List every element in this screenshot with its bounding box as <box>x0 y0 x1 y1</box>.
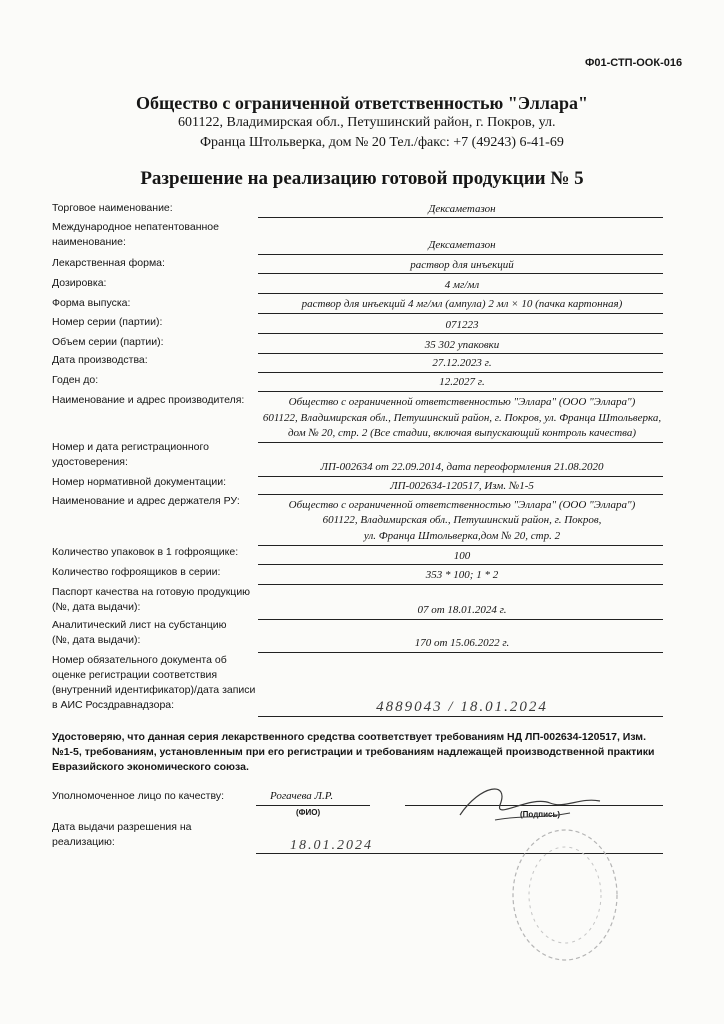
field-label: Паспорт качества на готовую продукцию (№, дата выдачи): <box>52 586 251 613</box>
field-label: Наименование и адрес держателя РУ: <box>52 495 240 507</box>
field-label: Дата производства: <box>52 354 148 366</box>
compliance-statement: Удостоверяю, что данная серия лекарственного средства соответствует требованиям НД ЛП-002634-120517, Изм. №1-5, требованиям, установленным при его регистрации и требованиям надлежащей производственной практики Евразийского экономического союза. <box>52 731 655 773</box>
field-label: Номер обязательного документа об оценке регистрации соответствия (внутренний идентификатор)/дата записи в АИС Росздравнадзора: <box>52 654 256 711</box>
field-value: 12.2027 г. <box>439 376 485 388</box>
field-value: раствор для инъекций 4 мг/мл (ампула) 2 мл × 10 (пачка картонная) <box>301 298 623 310</box>
fio-caption: (ФИО) <box>296 808 321 817</box>
field-label: Лекарственная форма: <box>52 257 165 269</box>
field-value: 170 от 15.06.2022 г. <box>414 637 510 649</box>
field-value: 4 мг/мл <box>444 279 480 291</box>
issue-date-label: Дата выдачи разрешения на реализацию: <box>52 821 192 848</box>
form-code: Ф01-СТП-ООК-016 <box>585 57 683 69</box>
authorized-person-name: Рогачева Л.Р. <box>270 790 334 802</box>
field-value: ЛП-002634 от 22.09.2014, дата переоформления 21.08.2020 <box>320 461 604 473</box>
org-address-line2: Франца Штольверка, дом № 20 Тел./факс: +7 (49243) 6-41-69 <box>200 135 564 150</box>
field-value: раствор для инъекций <box>410 259 514 271</box>
field-label: Наименование и адрес производителя: <box>52 394 245 406</box>
field-value: Дексаметазон <box>428 203 496 215</box>
field-value: 07 от 18.01.2024 г. <box>417 604 507 616</box>
field-label: Торговое наименование: <box>52 202 173 214</box>
field-value: Общество с ограниченной ответственностью "Эллара" (ООО "Эллара") <box>288 499 636 511</box>
issue-date: 18.01.2024 <box>290 838 373 853</box>
field-value: 35 302 упаковки <box>424 339 500 351</box>
field-value: дом № 20, стр. 2 (Все стадии, включая выпускающий контроль качества) <box>287 427 637 439</box>
org-name: Общество с ограниченной ответственностью "Эллара" <box>136 93 588 113</box>
field-label: Аналитический лист на субстанцию (№, дата выдачи): <box>52 619 227 646</box>
signature-caption: (Подпись) <box>520 810 561 819</box>
field-label: Объем серии (партии): <box>52 336 164 348</box>
field-label: Количество гофроящиков в серии: <box>52 566 221 578</box>
field-label: Дозировка: <box>52 277 107 289</box>
field-value: 601122, Владимирская обл., Петушинский район, г. Покров, ул. Франца Штольверка, <box>262 412 662 424</box>
field-label: Номер нормативной документации: <box>52 476 227 488</box>
field-value: ЛП-002634-120517, Изм. №1-5 <box>390 480 534 492</box>
field-value: Общество с ограниченной ответственностью "Эллара" (ООО "Эллара") <box>288 396 636 408</box>
field-value: Дексаметазон <box>428 239 496 251</box>
field-value: 100 <box>453 550 471 562</box>
field-label: Годен до: <box>52 374 99 386</box>
field-value: 353 * 100; 1 * 2 <box>425 569 499 581</box>
field-label: Количество упаковок в 1 гофроящике: <box>52 546 239 558</box>
document-title: Разрешение на реализацию готовой продукции № 5 <box>140 168 584 189</box>
authorized-person-label: Уполномоченное лицо по качеству: <box>52 790 224 802</box>
field-label: Номер серии (партии): <box>52 316 163 328</box>
aisrzn-record: 4889043 / 18.01.2024 <box>376 699 548 715</box>
field-label: Международное непатентованное наименование: <box>52 221 219 248</box>
field-value: 071223 <box>445 319 479 331</box>
field-value: ул. Франца Штольверка,дом № 20, стр. 2 <box>363 530 561 542</box>
field-value: 27.12.2023 г. <box>432 357 492 369</box>
field-label: Номер и дата регистрационного удостоверения: <box>52 441 209 468</box>
field-label: Форма выпуска: <box>52 297 131 309</box>
company-stamp <box>505 820 625 970</box>
org-address-line1: 601122, Владимирская обл., Петушинский район, г. Покров, ул. <box>178 115 556 130</box>
field-value: 601122, Владимирская обл., Петушинский район, г. Покров, <box>322 514 602 526</box>
